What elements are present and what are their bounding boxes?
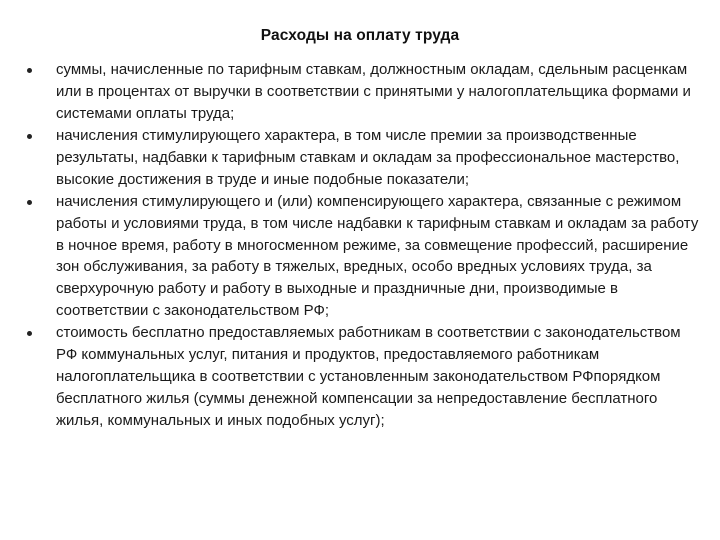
bullet-dot-icon [27,68,32,73]
bullet-dot-icon [27,200,32,205]
bullet-text: начисления стимулирующего и (или) компенсирующего характера, связанные с режимом работы и условиями труда, в том числе надбавки к тарифным ставкам и окладам за работу в ночное время, работу в многосменном режиме, за совмещение профессий, расширение зон обслуживания, за работу в тяжелых, вредных, особо вредных условиях труда, за сверхурочную работу и работу в выходные и праздничные дни, производимые в соответствии с законодательством РФ; [56,192,699,319]
bullet-item [27,322,699,431]
bullet-item [27,59,699,124]
bullet-list [27,59,699,432]
bullet-dot-icon [27,134,32,139]
bullet-text: стоимость бесплатно предоставляемых работникам в соответствии с законодательством РФ коммунальных услуг, питания и продуктов, предоставляемого работникам налогоплательщика в соответствии с установленным законодательством РФпорядком бесплатного жилья (суммы денежной компенсации за непредоставление бесплатного жилья, коммунальных и иных подобных услуг); [56,324,681,429]
bullet-item [27,191,699,322]
bullet-text: начисления стимулирующего характера, в том числе премии за производственные результаты, надбавки к тарифным ставкам и окладам за профессиональное мастерство, высокие достижения в труде и иные подобные показатели; [56,126,680,188]
slide-title: Расходы на оплату труда [260,27,460,44]
bullet-text: суммы, начисленные по тарифным ставкам, должностным окладам, сдельным расценкам или в процентах от выручки в соответствии с принятыми у налогоплательщика формами и системами оплаты труда; [56,61,691,122]
bullet-item [27,125,699,190]
bullet-dot-icon [27,331,32,336]
